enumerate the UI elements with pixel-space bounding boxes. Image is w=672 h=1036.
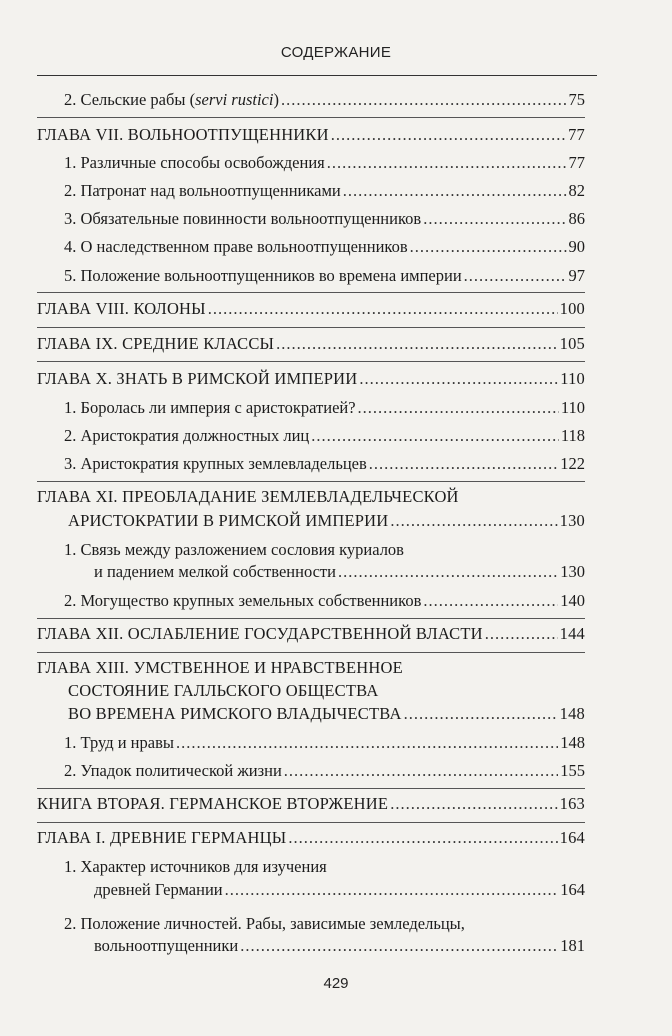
dot-leader: [390, 510, 557, 532]
toc-entry-title: ГЛАВА IX. СРЕДНИЕ КЛАССЫ: [37, 334, 275, 353]
toc-entry-title: 2. Сельские рабы (servi rustici): [64, 90, 279, 109]
toc-entry: [64, 236, 585, 258]
toc-chapter-entry: [37, 793, 585, 815]
toc-chapter-title-line: ГЛАВА XIII. УМСТВЕННОЕ И НРАВСТВЕННОЕ: [37, 658, 403, 677]
toc-entry-page: 82: [568, 181, 585, 200]
toc-entry-page: 86: [568, 209, 585, 228]
dot-leader: [390, 793, 557, 815]
toc-chapter-entry: [37, 827, 585, 849]
toc-entry-page: 155: [560, 761, 585, 780]
toc-entry-title: 2. Упадок политической жизни: [64, 761, 282, 780]
toc-entry: [94, 935, 585, 957]
toc-entry: [64, 732, 585, 754]
toc-entry-title: 2. Патронат над вольноотпущенниками: [64, 181, 341, 200]
toc-entry-page: 100: [559, 299, 585, 318]
toc-entry-page: 148: [559, 704, 585, 723]
dot-leader: [343, 180, 567, 202]
separator-line: [37, 652, 585, 653]
toc-entry-page: 130: [559, 511, 585, 530]
toc-entry-title-line: 2. Положение личностей. Рабы, зависимые земледельцы,: [64, 914, 465, 933]
toc-entry-page: 181: [560, 936, 585, 955]
dot-leader: [485, 623, 558, 645]
toc-chapter-title-line: СОСТОЯНИЕ ГАЛЛЬСКОГО ОБЩЕСТВА: [68, 681, 379, 700]
toc-entry-page: 110: [560, 369, 585, 388]
dot-leader: [288, 827, 557, 849]
dot-leader: [423, 590, 558, 612]
toc-entry-page: 90: [568, 237, 585, 256]
separator-line: [37, 788, 585, 789]
toc-entry-title: ГЛАВА X. ЗНАТЬ В РИМСКОЙ ИМПЕРИИ: [37, 369, 358, 388]
separator-line: [37, 481, 585, 482]
running-header: СОДЕРЖАНИЕ: [280, 44, 392, 61]
toc-entry-title: КНИГА ВТОРАЯ. ГЕРМАНСКОЕ ВТОРЖЕНИЕ: [37, 794, 389, 813]
toc-entry-title-line: 1. Связь между разложением сословия куриалов: [64, 540, 404, 559]
toc-entry: [64, 760, 585, 782]
toc-entry-page: 122: [560, 454, 585, 473]
toc-entry-title-line: 1. Характер источников для изучения: [64, 857, 327, 876]
toc-chapter-entry: [68, 703, 585, 725]
dot-leader: [225, 879, 559, 901]
toc-entry-title: 3. Обязательные повинности вольноотпущенников: [64, 209, 422, 228]
separator-line: [37, 117, 585, 118]
toc-chapter-entry: [37, 368, 585, 390]
dot-leader: [423, 208, 566, 230]
toc-entry: [64, 425, 585, 447]
toc-entry-page: 97: [568, 266, 585, 285]
toc-entry-title: и падением мелкой собственности: [94, 562, 336, 581]
toc-entry: [64, 397, 585, 419]
toc-entry-page: 148: [560, 733, 585, 752]
toc-entry-page: 77: [568, 125, 585, 144]
toc-entry: [64, 180, 585, 202]
toc-entry-title: ГЛАВА VII. ВОЛЬНООТПУЩЕННИКИ: [37, 125, 329, 144]
page-number: 429: [323, 975, 349, 992]
toc-chapter-entry: [37, 333, 585, 355]
dot-leader: [327, 152, 567, 174]
dot-leader: [284, 760, 558, 782]
toc-entry: [64, 152, 585, 174]
separator-line: [37, 822, 585, 823]
toc-entry-page: 130: [560, 562, 585, 581]
toc-entry-title: ГЛАВА XII. ОСЛАБЛЕНИЕ ГОСУДАРСТВЕННОЙ ВЛАСТИ: [37, 624, 483, 643]
dot-leader: [176, 732, 558, 754]
toc-entry: [64, 265, 585, 287]
separator-line: [37, 292, 585, 293]
toc-entry-page: 164: [560, 880, 585, 899]
toc-entry-title: ГЛАВА VIII. КОЛОНЫ: [37, 299, 206, 318]
toc-entry: [64, 453, 585, 475]
dot-leader: [281, 89, 567, 111]
toc-entry-page: 110: [560, 398, 585, 417]
toc-entry: [94, 879, 585, 901]
toc-chapter-entry: [68, 510, 585, 532]
toc-entry-title: вольноотпущенники: [94, 936, 239, 955]
dot-leader: [410, 236, 567, 258]
dot-leader: [358, 397, 559, 419]
dot-leader: [338, 561, 558, 583]
toc-entry-page: 164: [559, 828, 585, 847]
dot-leader: [359, 368, 558, 390]
separator-line: [37, 361, 585, 362]
separator-line: [37, 327, 585, 328]
toc-entry: [64, 208, 585, 230]
toc-entry: [64, 590, 585, 612]
dot-leader: [208, 298, 558, 320]
toc-entry-title: 2. Аристократия должностных лиц: [64, 426, 310, 445]
toc-entry-page: 105: [559, 334, 585, 353]
toc-entry-title: 1. Боролась ли империя с аристократией?: [64, 398, 356, 417]
dot-leader: [240, 935, 558, 957]
toc-entry-title: 1. Труд и нравы: [64, 733, 174, 752]
toc-entry-title: 1. Различные способы освобождения: [64, 153, 325, 172]
toc-entry-title: 2. Могущество крупных земельных собственников: [64, 591, 422, 610]
toc-entry-page: 163: [559, 794, 585, 813]
toc-chapter-entry: [37, 298, 585, 320]
toc-entry-page: 75: [568, 90, 585, 109]
toc-entry-page: 144: [559, 624, 585, 643]
toc-chapter-entry: [37, 124, 585, 146]
toc-entry-page: 118: [560, 426, 585, 445]
toc-entry: [94, 561, 585, 583]
header-rule: [37, 75, 597, 76]
toc-chapter-entry: [37, 623, 585, 645]
dot-leader: [369, 453, 558, 475]
toc-entry-page: 77: [568, 153, 585, 172]
toc-entry-title: 3. Аристократия крупных землевладельцев: [64, 454, 367, 473]
toc-entry-title: древней Германии: [94, 880, 223, 899]
toc-entry-title: 4. О наследственном праве вольноотпущенников: [64, 237, 408, 256]
dot-leader: [276, 333, 558, 355]
toc-entry-title: ГЛАВА I. ДРЕВНИЕ ГЕРМАНЦЫ: [37, 828, 287, 847]
dot-leader: [331, 124, 566, 146]
dot-leader: [311, 425, 559, 447]
toc-entry: [64, 89, 585, 111]
toc-entry-page: 140: [560, 591, 585, 610]
toc-entry-title: 5. Положение вольноотпущенников во времена империи: [64, 266, 462, 285]
toc-entry-title: АРИСТОКРАТИИ В РИМСКОЙ ИМПЕРИИ: [68, 511, 389, 530]
toc-chapter-title-line: ГЛАВА XI. ПРЕОБЛАДАНИЕ ЗЕМЛЕВЛАДЕЛЬЧЕСКОЙ: [37, 487, 459, 506]
toc-entry-title: ВО ВРЕМЕНА РИМСКОГО ВЛАДЫЧЕСТВА: [68, 704, 402, 723]
dot-leader: [464, 265, 567, 287]
separator-line: [37, 618, 585, 619]
dot-leader: [404, 703, 558, 725]
